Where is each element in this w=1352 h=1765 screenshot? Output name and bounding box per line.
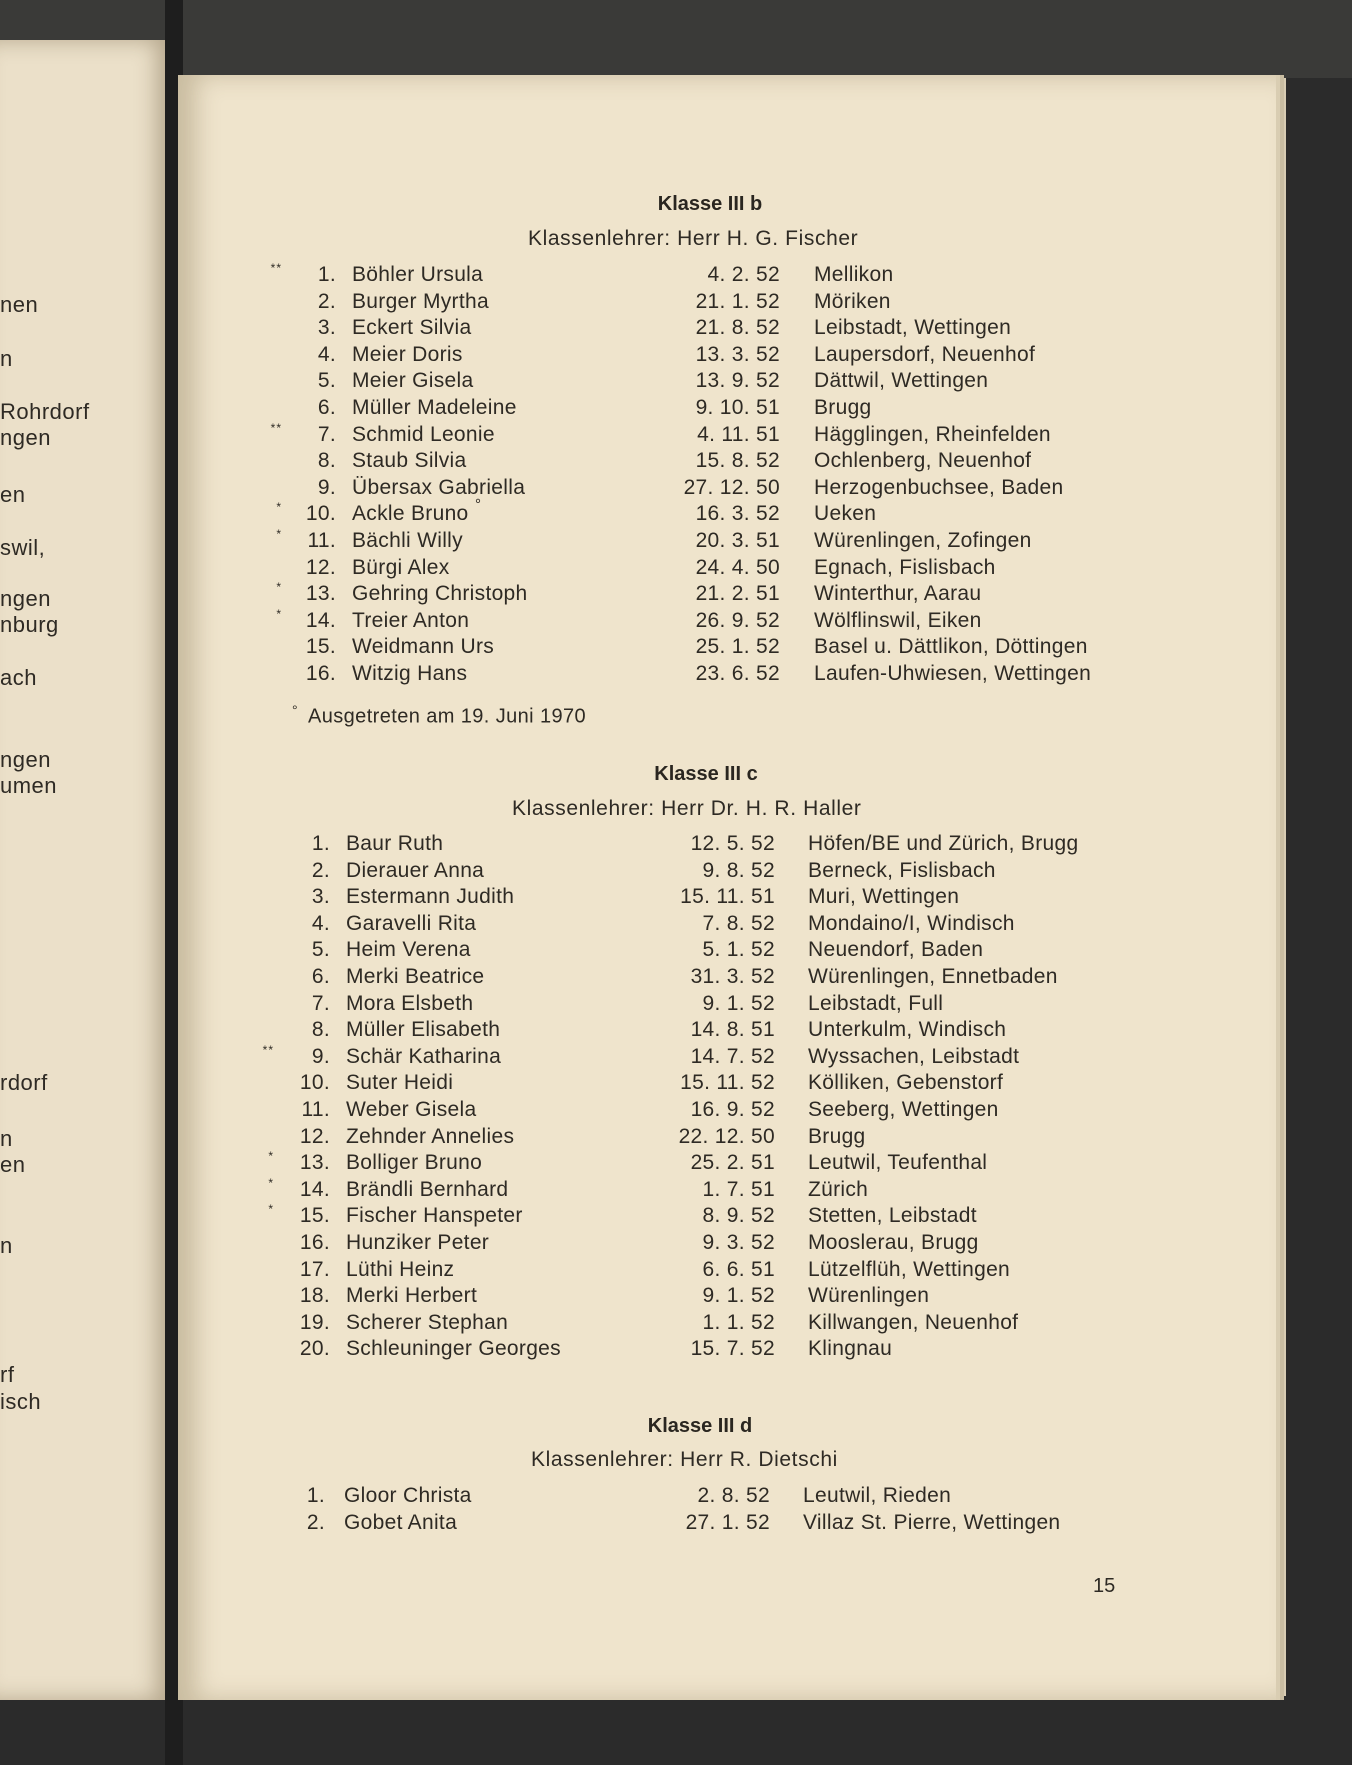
student-row xyxy=(0,1511,1300,1537)
student-hometown: Höfen/BE und Zürich, Brugg xyxy=(808,832,1079,855)
student-birthdate: 14. 7. 52 xyxy=(690,1045,775,1068)
student-hometown: Leutwil, Rieden xyxy=(803,1484,952,1507)
student-number: 13. xyxy=(299,1151,330,1174)
left-page-text-fragment: ngen xyxy=(0,425,51,450)
student-hometown: Ueken xyxy=(814,502,877,525)
student-birthdate: 12. 5. 52 xyxy=(690,832,775,855)
student-name: Müller Elisabeth xyxy=(346,1018,501,1041)
left-page-text-fragment: swil, xyxy=(0,535,46,560)
section-teacher-iiic: Klassenlehrer: Herr Dr. H. R. Haller xyxy=(512,797,862,820)
student-number: 9. xyxy=(311,1045,330,1068)
student-birthdate: 4. 2. 52 xyxy=(707,263,780,286)
student-mark: ** xyxy=(270,261,282,275)
student-birthdate: 8. 9. 52 xyxy=(702,1204,775,1227)
student-number: 5. xyxy=(317,369,336,392)
student-mark: ** xyxy=(262,1043,274,1057)
student-name: Baur Ruth xyxy=(346,832,444,855)
student-name: Weidmann Urs xyxy=(352,635,495,658)
student-number: 15. xyxy=(305,635,336,658)
student-number: 7. xyxy=(317,423,336,446)
student-row xyxy=(0,263,1300,289)
student-number: 14. xyxy=(305,609,336,632)
student-row xyxy=(0,938,1300,964)
student-row xyxy=(0,396,1300,422)
student-name: Mora Elsbeth xyxy=(346,992,474,1015)
student-hometown: Hägglingen, Rheinfelden xyxy=(814,423,1051,446)
student-name: Schär Katharina xyxy=(346,1045,502,1068)
student-row xyxy=(0,343,1300,369)
student-hometown: Würenlingen xyxy=(808,1284,930,1307)
student-row xyxy=(0,1231,1300,1257)
student-hometown: Berneck, Fislisbach xyxy=(808,859,996,882)
student-name: Staub Silvia xyxy=(352,449,467,472)
student-number: 6. xyxy=(317,396,336,419)
student-number: 8. xyxy=(311,1018,330,1041)
student-name: Lüthi Heinz xyxy=(346,1258,455,1281)
section-title-iiic: Klasse III c xyxy=(654,763,758,785)
student-row xyxy=(0,609,1300,635)
student-number: 2. xyxy=(306,1511,325,1534)
student-hometown: Mooslerau, Brugg xyxy=(808,1231,979,1254)
student-number: 12. xyxy=(305,556,336,579)
student-hometown: Würenlingen, Zofingen xyxy=(814,529,1032,552)
student-number: 17. xyxy=(299,1258,330,1281)
student-name: Burger Myrtha xyxy=(352,290,489,313)
student-name: Heim Verena xyxy=(346,938,471,961)
student-name: Garavelli Rita xyxy=(346,912,477,935)
student-row xyxy=(0,662,1300,688)
student-name: Bürgi Alex xyxy=(352,556,450,579)
student-birthdate: 15. 8. 52 xyxy=(695,449,780,472)
student-name: Weber Gisela xyxy=(346,1098,477,1121)
student-name: Merki Herbert xyxy=(346,1284,478,1307)
student-hometown: Brugg xyxy=(814,396,872,419)
student-number: 10. xyxy=(299,1071,330,1094)
footnote-text: Ausgetreten am 19. Juni 1970 xyxy=(308,705,587,728)
student-mark: * xyxy=(268,1176,274,1190)
student-name: Bolliger Bruno xyxy=(346,1151,483,1174)
student-row xyxy=(0,1337,1300,1363)
student-birthdate: 16. 9. 52 xyxy=(690,1098,775,1121)
student-mark: * xyxy=(276,607,282,621)
student-hometown: Leibstadt, Full xyxy=(808,992,944,1015)
student-hometown: Klingnau xyxy=(808,1337,893,1360)
student-hometown: Zürich xyxy=(808,1178,869,1201)
student-row xyxy=(0,1204,1300,1230)
page-number: 15 xyxy=(1093,1575,1116,1597)
student-number: 2. xyxy=(311,859,330,882)
left-page-text-fragment: n xyxy=(0,1126,13,1151)
student-birthdate: 9. 1. 52 xyxy=(702,992,775,1015)
student-number: 6. xyxy=(311,965,330,988)
student-number: 5. xyxy=(311,938,330,961)
student-hometown: Leutwil, Teufenthal xyxy=(808,1151,988,1174)
student-name: Gehring Christoph xyxy=(352,582,528,605)
left-page-text-fragment: n xyxy=(0,1233,13,1258)
left-page-text-fragment: nburg xyxy=(0,612,59,637)
student-number: 1. xyxy=(317,263,336,286)
left-page-text-fragment: en xyxy=(0,1152,26,1177)
student-row xyxy=(0,832,1300,858)
student-number: 8. xyxy=(317,449,336,472)
student-birthdate: 26. 9. 52 xyxy=(695,609,780,632)
student-row xyxy=(0,496,1300,528)
student-name: Treier Anton xyxy=(352,609,470,632)
student-number: 12. xyxy=(299,1125,330,1148)
student-name: Gloor Christa xyxy=(344,1484,472,1507)
student-birthdate: 5. 1. 52 xyxy=(702,938,775,961)
student-name: Gobet Anita xyxy=(344,1511,458,1534)
footnote-dropout xyxy=(292,702,586,729)
student-row xyxy=(0,1098,1300,1124)
student-birthdate: 22. 12. 50 xyxy=(678,1125,775,1148)
student-hometown: Brugg xyxy=(808,1125,866,1148)
section-teacher-iiid: Klassenlehrer: Herr R. Dietschi xyxy=(531,1448,838,1471)
student-mark: * xyxy=(268,1149,274,1163)
student-birthdate: 6. 6. 51 xyxy=(702,1258,775,1281)
student-birthdate: 23. 6. 52 xyxy=(695,662,780,685)
student-row xyxy=(0,582,1300,608)
left-page-text-fragment: rf xyxy=(0,1362,15,1387)
student-name: Schmid Leonie xyxy=(352,423,495,446)
left-page-text-fragment: umen xyxy=(0,773,58,798)
student-hometown: Wölflinswil, Eiken xyxy=(814,609,982,632)
student-row xyxy=(0,992,1300,1018)
student-name: Estermann Judith xyxy=(346,885,515,908)
student-number: 1. xyxy=(306,1484,325,1507)
student-number: 16. xyxy=(305,662,336,685)
student-row xyxy=(0,476,1300,502)
student-name: Hunziker Peter xyxy=(346,1231,490,1254)
student-birthdate: 16. 3. 52 xyxy=(695,502,780,525)
student-number: 1. xyxy=(311,832,330,855)
student-name: Witzig Hans xyxy=(352,662,468,685)
left-page-text-fragment: Rohrdorf xyxy=(0,399,90,424)
student-row xyxy=(0,290,1300,316)
student-row xyxy=(0,1311,1300,1337)
student-name: Übersax Gabriella xyxy=(352,476,526,499)
student-birthdate: 1. 1. 52 xyxy=(702,1311,775,1334)
student-number: 3. xyxy=(311,885,330,908)
scan-backdrop xyxy=(0,0,1352,78)
student-hometown: Villaz St. Pierre, Wettingen xyxy=(803,1511,1061,1534)
footnote-symbol: ° xyxy=(292,702,298,718)
student-row xyxy=(0,635,1300,661)
student-name: Schleuninger Georges xyxy=(346,1337,561,1360)
student-birthdate: 9. 1. 52 xyxy=(702,1284,775,1307)
student-row xyxy=(0,556,1300,582)
dropout-marker: ° xyxy=(475,496,482,513)
student-hometown: Basel u. Dättlikon, Döttingen xyxy=(814,635,1088,658)
student-hometown: Mondaino/I, Windisch xyxy=(808,912,1015,935)
student-birthdate: 9. 3. 52 xyxy=(702,1231,775,1254)
left-page-text-fragment: ngen xyxy=(0,747,51,772)
student-birthdate: 31. 3. 52 xyxy=(690,965,775,988)
student-birthdate: 20. 3. 51 xyxy=(695,529,780,552)
left-page-text-fragment: rdorf xyxy=(0,1070,48,1095)
student-name: Dierauer Anna xyxy=(346,859,485,882)
student-mark: * xyxy=(268,1202,274,1216)
student-number: 10. xyxy=(305,502,336,525)
student-mark: * xyxy=(276,580,282,594)
left-page-text-fragment: en xyxy=(0,482,26,507)
student-row xyxy=(0,1258,1300,1284)
student-hometown: Laupersdorf, Neuenhof xyxy=(814,343,1036,366)
student-name: Eckert Silvia xyxy=(352,316,472,339)
student-name: Merki Beatrice xyxy=(346,965,485,988)
student-name: Brändli Bernhard xyxy=(346,1178,509,1201)
student-birthdate: 24. 4. 50 xyxy=(695,556,780,579)
student-hometown: Muri, Wettingen xyxy=(808,885,960,908)
student-hometown: Neuendorf, Baden xyxy=(808,938,984,961)
student-birthdate: 15. 7. 52 xyxy=(690,1337,775,1360)
student-row xyxy=(0,423,1300,449)
student-birthdate: 9. 10. 51 xyxy=(695,396,780,419)
student-row xyxy=(0,1071,1300,1097)
student-birthdate: 2. 8. 52 xyxy=(697,1484,770,1507)
student-number: 4. xyxy=(311,912,330,935)
student-number: 4. xyxy=(317,343,336,366)
student-row xyxy=(0,965,1300,991)
student-name: Fischer Hanspeter xyxy=(346,1204,523,1227)
student-number: 19. xyxy=(299,1311,330,1334)
student-hometown: Möriken xyxy=(814,290,891,313)
student-row xyxy=(0,859,1300,885)
student-birthdate: 14. 8. 51 xyxy=(690,1018,775,1041)
student-name: Ackle Bruno xyxy=(352,502,469,525)
student-birthdate: 7. 8. 52 xyxy=(702,912,775,935)
student-name: Zehnder Annelies xyxy=(346,1125,515,1148)
student-row xyxy=(0,316,1300,342)
student-row xyxy=(0,1125,1300,1151)
student-hometown: Mellikon xyxy=(814,263,894,286)
student-mark: * xyxy=(276,527,282,541)
student-birthdate: 9. 8. 52 xyxy=(702,859,775,882)
left-page-text-fragment: ngen xyxy=(0,586,51,611)
student-hometown: Wyssachen, Leibstadt xyxy=(808,1045,1020,1068)
student-row xyxy=(0,1484,1300,1510)
student-name: Scherer Stephan xyxy=(346,1311,509,1334)
student-mark: * xyxy=(276,500,282,514)
student-birthdate: 27. 12. 50 xyxy=(683,476,780,499)
student-number: 16. xyxy=(299,1231,330,1254)
left-page-text-fragment: nen xyxy=(0,292,39,317)
student-name: Böhler Ursula xyxy=(352,263,484,286)
student-birthdate: 13. 9. 52 xyxy=(695,369,780,392)
student-hometown: Herzogenbuchsee, Baden xyxy=(814,476,1064,499)
student-birthdate: 21. 2. 51 xyxy=(695,582,780,605)
student-hometown: Unterkulm, Windisch xyxy=(808,1018,1007,1041)
student-row xyxy=(0,369,1300,395)
student-birthdate: 27. 1. 52 xyxy=(685,1511,770,1534)
student-mark: ** xyxy=(270,421,282,435)
section-teacher-iiib: Klassenlehrer: Herr H. G. Fischer xyxy=(528,227,859,250)
student-hometown: Würenlingen, Ennetbaden xyxy=(808,965,1058,988)
student-number: 7. xyxy=(311,992,330,1015)
student-birthdate: 15. 11. 51 xyxy=(680,885,775,908)
student-number: 2. xyxy=(317,290,336,313)
student-number: 13. xyxy=(305,582,336,605)
student-row xyxy=(0,449,1300,475)
student-birthdate: 21. 8. 52 xyxy=(695,316,780,339)
left-page-text-fragment: ach xyxy=(0,665,37,690)
student-number: 11. xyxy=(307,529,336,552)
student-number: 20. xyxy=(299,1337,330,1360)
student-name: Suter Heidi xyxy=(346,1071,454,1094)
student-hometown: Ochlenberg, Neuenhof xyxy=(814,449,1032,472)
student-row xyxy=(0,1151,1300,1177)
section-title-iiib: Klasse III b xyxy=(657,193,763,215)
student-birthdate: 21. 1. 52 xyxy=(695,290,780,313)
student-row xyxy=(0,1284,1300,1310)
student-row xyxy=(0,912,1300,938)
student-number: 18. xyxy=(299,1284,330,1307)
student-name: Müller Madeleine xyxy=(352,396,517,419)
student-row xyxy=(0,885,1300,911)
student-hometown: Stetten, Leibstadt xyxy=(808,1204,977,1227)
student-name: Bächli Willy xyxy=(352,529,463,552)
student-hometown: Winterthur, Aarau xyxy=(814,582,982,605)
student-hometown: Killwangen, Neuenhof xyxy=(808,1311,1019,1334)
student-birthdate: 25. 2. 51 xyxy=(690,1151,775,1174)
student-hometown: Kölliken, Gebenstorf xyxy=(808,1071,1004,1094)
student-number: 11. xyxy=(301,1098,330,1121)
student-number: 14. xyxy=(299,1178,330,1201)
student-row xyxy=(0,1018,1300,1044)
student-birthdate: 13. 3. 52 xyxy=(695,343,780,366)
left-page-text-fragment: n xyxy=(0,346,13,371)
student-hometown: Dättwil, Wettingen xyxy=(814,369,989,392)
student-birthdate: 1. 7. 51 xyxy=(702,1178,775,1201)
student-name: Meier Gisela xyxy=(352,369,474,392)
student-hometown: Seeberg, Wettingen xyxy=(808,1098,999,1121)
student-hometown: Leibstadt, Wettingen xyxy=(814,316,1012,339)
student-row xyxy=(0,1178,1300,1204)
student-name: Meier Doris xyxy=(352,343,463,366)
student-hometown: Egnach, Fislisbach xyxy=(814,556,996,579)
student-birthdate: 15. 11. 52 xyxy=(680,1071,775,1094)
section-title-iiid: Klasse III d xyxy=(647,1415,753,1437)
student-number: 3. xyxy=(317,316,336,339)
student-birthdate: 25. 1. 52 xyxy=(695,635,780,658)
student-hometown: Laufen-Uhwiesen, Wettingen xyxy=(814,662,1092,685)
left-page-text-fragment: isch xyxy=(0,1389,42,1414)
student-number: 15. xyxy=(299,1204,330,1227)
student-hometown: Lützelflüh, Wettingen xyxy=(808,1258,1011,1281)
student-birthdate: 4. 11. 51 xyxy=(697,423,780,446)
student-row xyxy=(0,1045,1300,1071)
student-row xyxy=(0,529,1300,555)
student-number: 9. xyxy=(317,476,336,499)
